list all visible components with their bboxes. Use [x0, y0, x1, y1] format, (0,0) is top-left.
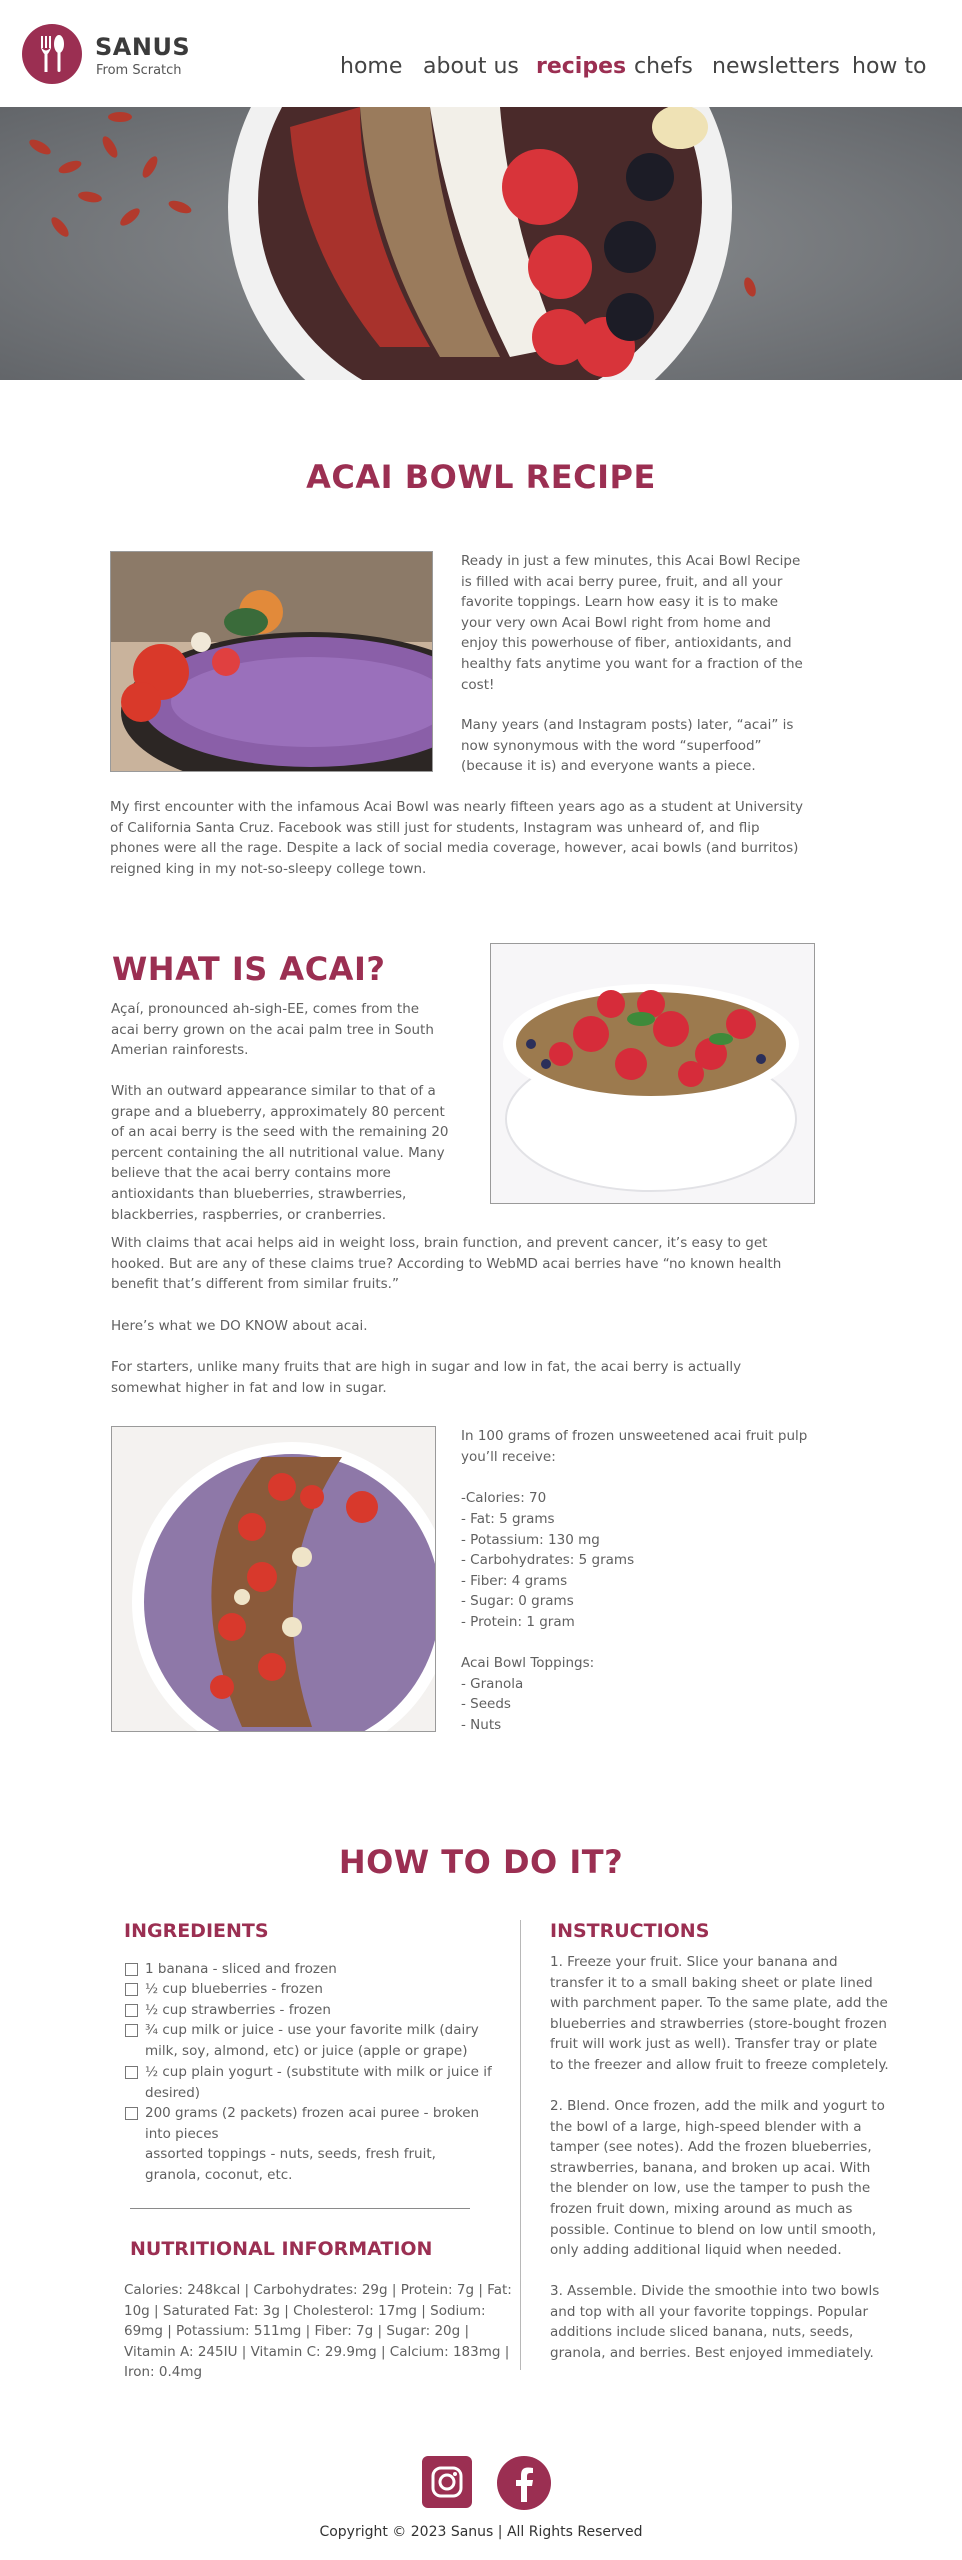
instruction-step: 2. Blend. Once frozen, add the milk and yogurt to the bowl of a large, high-speed blender with a tamper (see notes). Add the frozen blueberries, strawberries, banana, and broken up acai. With the blender on low, use the tamper to push the frozen fruit down, mixing around as much as possible. Continue to blend on low until smooth, only adding additional liquid when needed.: [550, 2098, 885, 2259]
nutrition-item: - Potassium: 130 mg: [461, 1532, 600, 1548]
nav-chefs[interactable]: chefs: [634, 54, 693, 79]
instructions-title: INSTRUCTIONS: [550, 1920, 710, 1942]
what-is-acai-paragraph-3: With claims that acai helps aid in weight loss, brain function, and prevent cancer, it’s easy to get hooked. But are any of these claims true? According to WebMD acai berries have “no known health benefit that’s different from similar fruits.”: [111, 1235, 782, 1293]
nav-about-us[interactable]: about us: [423, 54, 519, 79]
what-is-acai-paragraph-5: For starters, unlike many fruits that are high in sugar and low in fat, the acai berry is actually somewhat higher in fat and low in sugar.: [111, 1359, 742, 1396]
ingredient-label: ½ cup plain yogurt - (substitute with milk or juice if desired): [145, 2064, 492, 2101]
ingredients-title: INGREDIENTS: [124, 1920, 269, 1942]
nutrition-item: - Fiber: 4 grams: [461, 1573, 568, 1589]
ingredient-label: ½ cup blueberries - frozen: [145, 1981, 323, 1997]
nav-home[interactable]: home: [340, 54, 403, 79]
nav-how-to[interactable]: how to: [852, 54, 927, 79]
ingredient-label: ½ cup strawberries - frozen: [145, 2002, 331, 2018]
nav-recipes[interactable]: recipes: [536, 54, 627, 79]
ingredient-checkbox[interactable]: [125, 1963, 138, 1976]
ingredient-checkbox[interactable]: [125, 2066, 138, 2079]
recipe-title: ACAI BOWL RECIPE: [306, 458, 656, 496]
recipe-intro-paragraph: Ready in just a few minutes, this Acai Bowl Recipe is filled with acai berry puree, fruit, and all your favorite toppings. Learn how easy it is to make your very own Acai Bowl right from home and enjoy this powerhouse of fiber, antioxidants, and healthy fats anytime you want for a fraction of the cost!: [461, 553, 803, 693]
what-is-acai-paragraph-1: Açaí, pronounced ah-sigh-EE, comes from the acai berry grown on the acai palm tree in South Amerian rainforests.: [111, 1001, 434, 1059]
ingredient-checkbox[interactable]: [125, 2024, 138, 2037]
how-to-title: HOW TO DO IT?: [338, 1843, 624, 1881]
ingredient-label: 200 grams (2 packets) frozen acai puree - broken into pieces: [145, 2105, 480, 2142]
divider: [130, 2208, 470, 2209]
nutrition-item: - Protein: 1 gram: [461, 1614, 575, 1630]
facebook-icon[interactable]: [497, 2456, 551, 2510]
brand-name: SANUS: [95, 33, 191, 61]
ingredient-label: 1 banana - sliced and frozen: [145, 1961, 337, 1977]
topping-item: - Seeds: [461, 1696, 511, 1712]
nutritional-info-title: NUTRITIONAL INFORMATION: [130, 2238, 433, 2260]
what-is-acai-paragraph-2: With an outward appearance similar to that of a grape and a blueberry, approximately 80 percent of an acai berry is the seed with the remaining 20 percent containing the all nutritional value. Many believe that the acai berry contains more antioxidants than blueberries, strawberries, blackberries, raspberries, or cranberries.: [111, 1083, 449, 1223]
ingredient-label: ¾ cup milk or juice - use your favorite milk (dairy milk, soy, almond, etc) or juice (apple or grape): [145, 2022, 479, 2059]
what-is-acai-paragraph-4: Here’s what we DO KNOW about acai.: [111, 1318, 368, 1334]
recipe-intro-paragraph-2: Many years (and Instagram posts) later, “acai” is now synonymous with the word “superfood” (because it is) and everyone wants a piece.: [461, 717, 794, 775]
nutrition-item: - Fat: 5 grams: [461, 1511, 555, 1527]
logo-icon[interactable]: [22, 24, 82, 84]
instruction-step: 1. Freeze your fruit. Slice your banana and transfer it to a small baking sheet or plate lined with parchment paper. To the same plate, add the blueberries and strawberries (store-bought frozen fruit will work just as well). Transfer tray or plate to the freezer and allow fruit to freeze completely.: [550, 1954, 889, 2073]
acai-bowl-topdown-photo: [111, 1426, 436, 1732]
site-header: [0, 0, 962, 107]
nutrition-item: - Sugar: 0 grams: [461, 1593, 574, 1609]
what-is-acai-title: WHAT IS ACAI?: [112, 950, 386, 988]
nav-newsletters[interactable]: newsletters: [712, 54, 840, 79]
instagram-icon[interactable]: [422, 2456, 472, 2508]
nutrition-intro: In 100 grams of frozen unsweetened acai fruit pulp you’ll receive:: [461, 1428, 808, 1465]
ingredient-checkbox[interactable]: [125, 1983, 138, 1996]
nutrition-item: - Carbohydrates: 5 grams: [461, 1552, 635, 1568]
recipe-intro-full: My first encounter with the infamous Acai Bowl was nearly fifteen years ago as a student at University of California Santa Cruz. Facebook was still just for students, Instagram was unheard of, and flip phones were all the rage. Despite a lack of social media coverage, however, acai bowls (and burritos) reigned king in my not-so-sleepy college town.: [110, 799, 804, 877]
column-divider: [520, 1920, 521, 2370]
instruction-step: 3. Assemble. Divide the smoothie into two bowls and top with all your favorite toppings. Popular additions include sliced banana, nuts, seeds, granola, and berries. Best enjoyed immediately.: [550, 2283, 880, 2361]
brand-tagline: From Scratch: [96, 63, 182, 78]
nutritional-info-text: Calories: 248kcal | Carbohydrates: 29g | Protein: 7g | Fat: 10g | Saturated Fat: 3g | Cholesterol: 17mg | Sodium: 69mg | Potassium: 511mg | Fiber: 7g | Sugar: 20g | Vitamin A: 245IU | Vitamin C: 29.9mg | Calcium: 183mg | Iron: 0.4mg: [124, 2282, 512, 2381]
ingredient-checkbox[interactable]: [125, 2107, 138, 2120]
nutrition-item: -Calories: 70: [461, 1490, 547, 1506]
topping-item: - Granola: [461, 1676, 524, 1692]
copyright-text: Copyright © 2023 Sanus | All Rights Reserved: [319, 2524, 643, 2540]
topping-item: - Nuts: [461, 1717, 502, 1733]
hero-banner-image: [0, 107, 962, 380]
ingredient-checkbox[interactable]: [125, 2004, 138, 2017]
acai-bowl-photo: [110, 551, 433, 772]
toppings-title: Acai Bowl Toppings:: [461, 1655, 595, 1671]
strawberry-bowl-photo: [490, 943, 815, 1204]
ingredient-extra-label: assorted toppings - nuts, seeds, fresh fruit, granola, coconut, etc.: [145, 2146, 436, 2183]
